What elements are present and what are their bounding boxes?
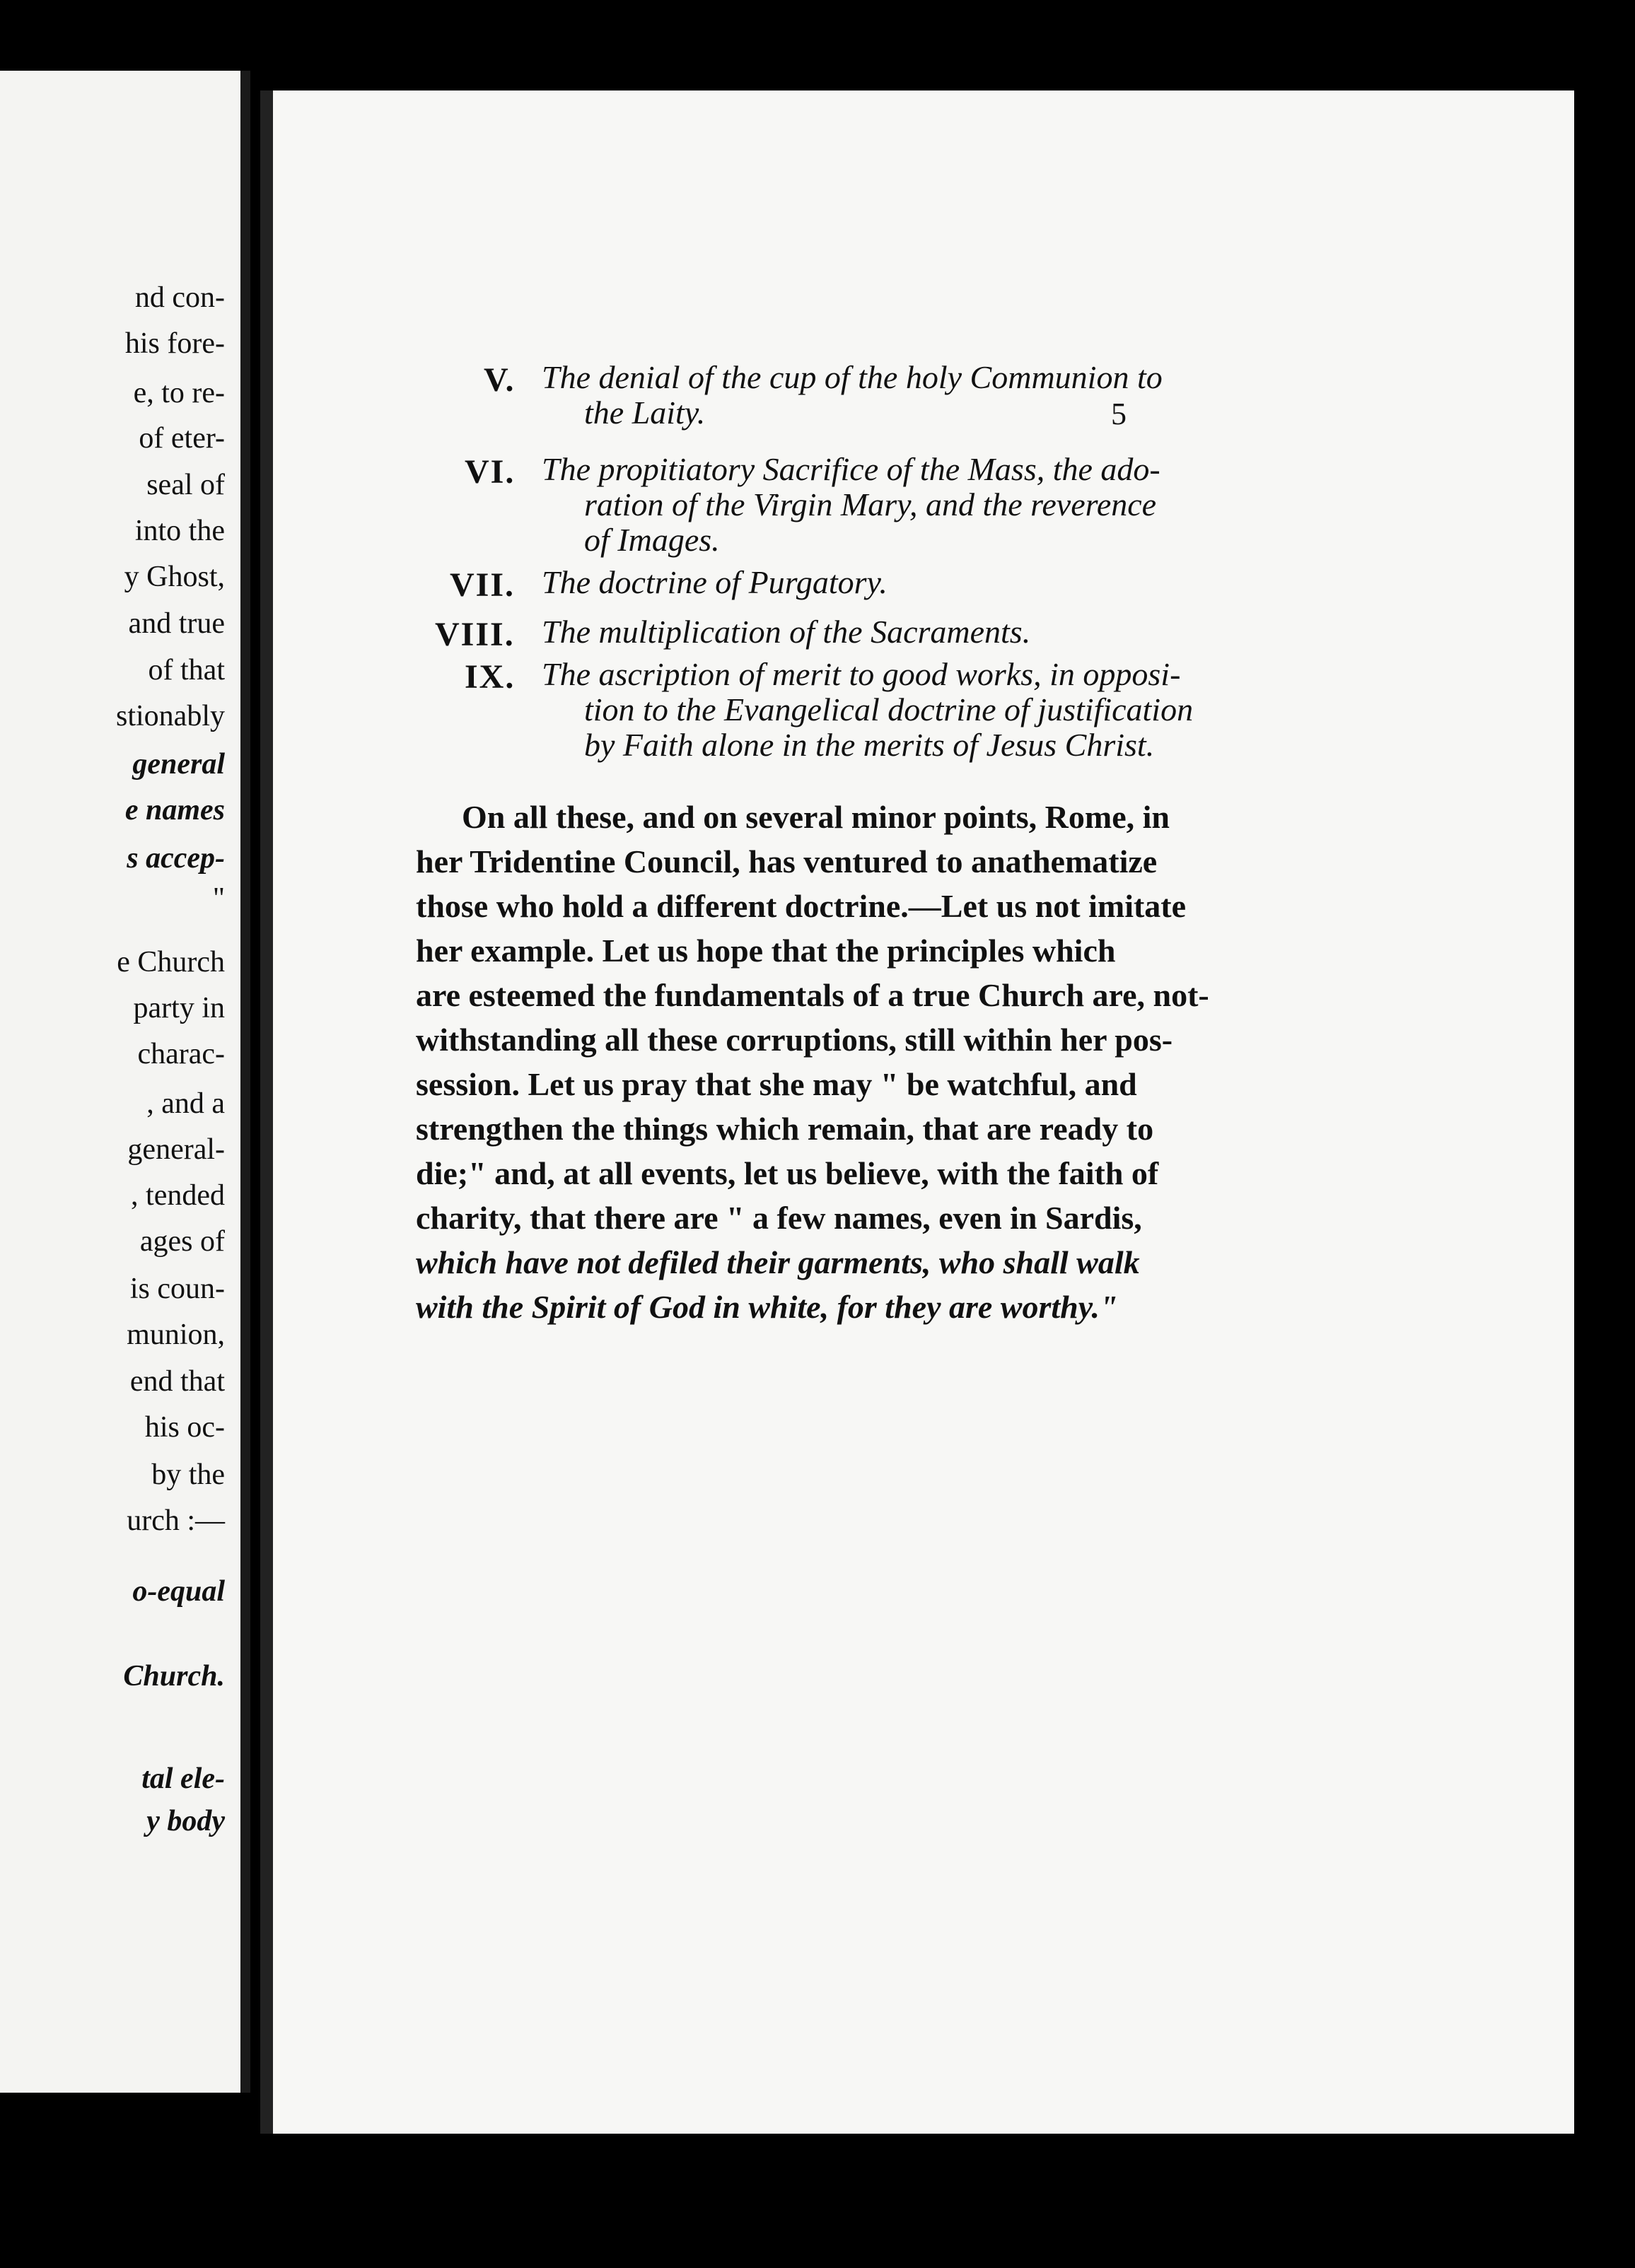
entry-line: of Images.: [584, 522, 720, 558]
paragraph-line: session. Let us pray that she may " be watchful, and: [416, 1066, 1137, 1102]
entry-numeral: VI.: [465, 453, 516, 491]
left-page-line: his fore-: [124, 327, 225, 360]
paragraph-line: die;" and, at all events, let us believe, with the faith of: [416, 1155, 1159, 1191]
left-page-line: into the: [134, 515, 225, 547]
left-page-line: y Ghost,: [124, 561, 225, 593]
left-page-line: end that: [129, 1365, 225, 1398]
left-page-line: munion,: [127, 1319, 225, 1351]
entry-numeral: IX.: [465, 658, 516, 696]
left-page: [0, 71, 250, 2093]
paragraph-line: those who hold a different doctrine.—Let us not imitate: [416, 888, 1187, 924]
paragraph-line: her Tridentine Council, has ventured to anathematize: [416, 843, 1158, 879]
left-page-line: party in: [133, 992, 225, 1024]
left-page-line: Church.: [123, 1660, 225, 1693]
left-page-line: seal of: [146, 469, 225, 501]
left-page-line: e Church: [117, 946, 225, 978]
left-page-line: general-: [127, 1133, 225, 1166]
entry-line: tion to the Evangelical doctrine of justification: [584, 691, 1194, 727]
left-page-line: of that: [148, 654, 225, 686]
left-page-line: s accep-: [127, 842, 225, 875]
left-page-line: , and a: [146, 1087, 225, 1120]
paragraph-line: her example. Let us hope that the principles which: [416, 933, 1116, 969]
entry-line: The doctrine of Purgatory.: [542, 564, 888, 600]
left-page-line: charac-: [137, 1038, 225, 1070]
left-page-line: general: [132, 748, 225, 781]
left-page-line: stionably: [116, 700, 225, 732]
entry-numeral: VIII.: [435, 616, 515, 653]
left-page-line: of eter-: [139, 422, 225, 455]
paragraph-line: charity, that there are " a few names, even in Sardis,: [416, 1200, 1142, 1236]
left-page-line: is coun-: [129, 1273, 225, 1305]
paragraph-line: are esteemed the fundamentals of a true Church are, not-: [416, 977, 1209, 1013]
entry-line: ration of the Virgin Mary, and the reverence: [584, 486, 1157, 522]
entry-line: The ascription of merit to good works, in opposi-: [542, 656, 1181, 692]
left-page-line: , tended: [131, 1179, 225, 1212]
left-page-line: nd con-: [134, 281, 225, 314]
main-page: [260, 90, 1574, 2134]
paragraph-line: withstanding all these corruptions, still within her pos-: [416, 1022, 1173, 1058]
entry-line: The denial of the cup of the holy Communion to: [542, 359, 1163, 395]
left-page-line: urch :—: [127, 1504, 225, 1537]
left-page-line: e names: [124, 794, 225, 826]
paragraph-line: with the Spirit of God in white, for they are worthy.": [416, 1289, 1118, 1325]
left-page-line: ": [212, 882, 225, 915]
paragraph-line: which have not defiled their garments, who shall walk: [416, 1244, 1140, 1280]
paragraph-line: On all these, and on several minor points, Rome, in: [462, 799, 1170, 835]
left-page-line: o-equal: [132, 1575, 225, 1608]
entry-line: by Faith alone in the merits of Jesus Christ.: [584, 727, 1155, 763]
left-page-line: his oc-: [144, 1411, 225, 1444]
left-page-line: y body: [146, 1805, 225, 1837]
entry-numeral: VII.: [450, 566, 516, 604]
entry-line: the Laity.: [584, 394, 706, 431]
left-page-line: tal ele-: [141, 1763, 225, 1795]
left-page-line: e, to re-: [133, 377, 225, 409]
left-page-line: and true: [128, 607, 225, 640]
entry-numeral: V.: [484, 361, 516, 399]
page-number: 5: [1111, 397, 1127, 431]
left-page-line: by the: [151, 1459, 225, 1491]
entry-line: The multiplication of the Sacraments.: [542, 614, 1031, 650]
paragraph-line: strengthen the things which remain, that are ready to: [416, 1111, 1154, 1147]
left-page-line: ages of: [139, 1225, 225, 1258]
entry-line: The propitiatory Sacrifice of the Mass, the ado-: [542, 451, 1160, 487]
